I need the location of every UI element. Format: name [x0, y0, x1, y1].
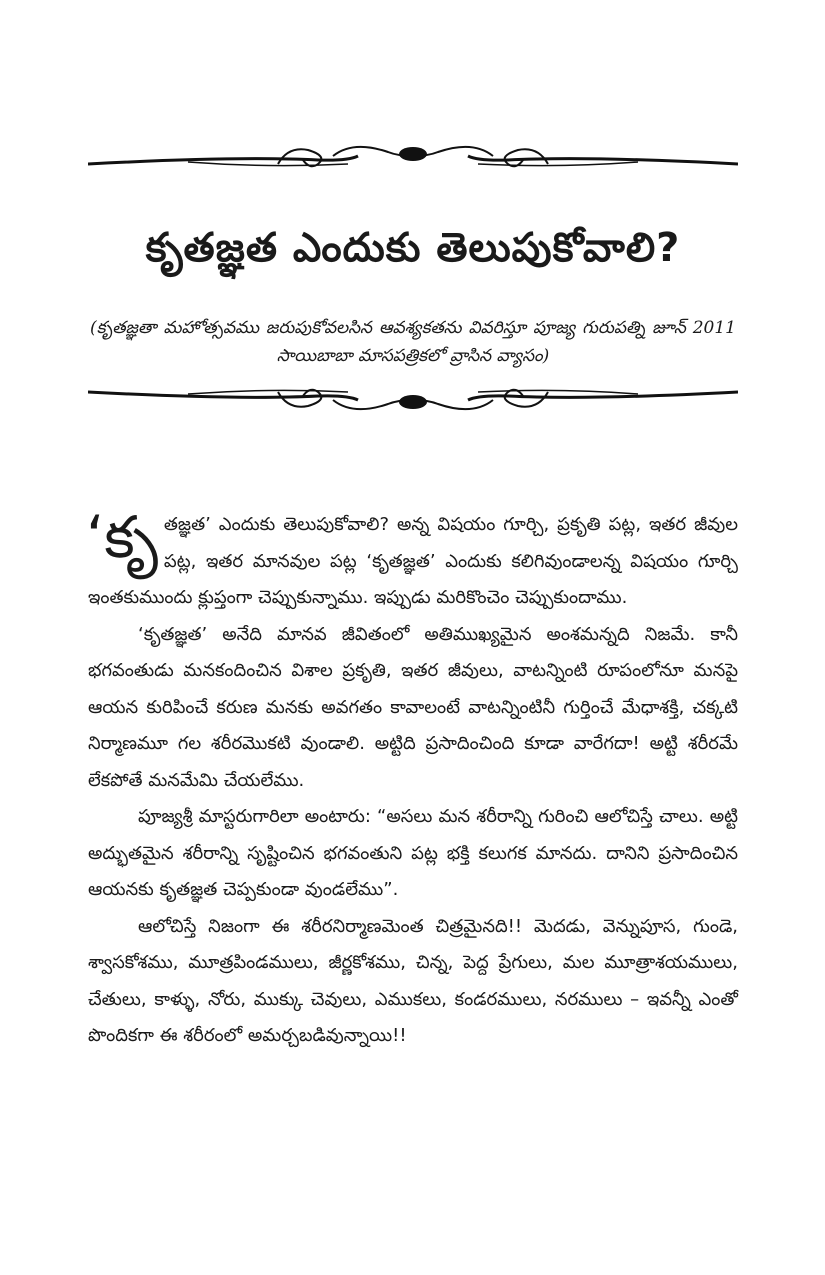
- article-title: కృతజ్ఞత ఎందుకు తెలుపుకోవాలి?: [145, 225, 681, 271]
- paragraph-4: ఆలోచిస్తే నిజంగా ఈ శరీరనిర్మాణమెంత చిత్రమైనది!! మెదడు, వెన్నుపూస, గుండె, శ్వాసకోశము, మూత్రపిండములు, జీర్ణకోశము, చిన్న, పెద్ద ప్రేగులు, మల మూత్రాశయములు, చేతులు, కాళ్ళు, నోరు, ముక్కు చెవులు, ఎముకలు, కండరములు, నరములు – ఇవన్నీ ఎంతో పొందికగా ఈ శరీరంలో అమర్చబడివున్నాయి!!: [88, 915, 738, 1046]
- article-body: [86, 503, 738, 1055]
- article-subtitle: (కృతజ్ఞతా మహోత్సవము జరుపుకోవలసిన ఆవశ్యకతను వివరిస్తూ పూజ్య గురుపత్ని జూన్ 2011 సాయిబాబా మాసపత్రికలో వ్రాసిన వ్యాసం): [90, 318, 736, 366]
- paragraph-1: [86, 503, 738, 617]
- paragraph-3: పూజ్యశ్రీ మాస్టరుగారిలా అంటారు: “అసలు మన శరీరాన్ని గురించి ఆలోచిస్తే చాలు. అట్టి అద్భుతమైన శరీరాన్ని సృష్టించిన భగవంతుని పట్ల భక్తి కలుగక మానదు. దానిని ప్రసాదించిన ఆయనకు కృతజ్ఞత చెప్పకుండా వుండలేము”.: [88, 806, 738, 900]
- ornament-divider-bottom: [88, 378, 738, 418]
- paragraph-2: ‘కృతజ్ఞత’ అనేది మానవ జీవితంలో అతిముఖ్యమైన అంశమన్నది నిజమే. కానీ భగవంతుడు మనకందించిన విశాల ప్రకృతి, ఇతర జీవులు, వాటన్నింటి రూపంలోనూ మనపై ఆయన కురిపించే కరుణ మనకు అవగతం కావాలంటే వాటన్నింటినీ గుర్తించే మేధాశక్తి, చక్కటి నిర్మాణమూ గల శరీరమొకటి వుండాలి. అట్టిది ప్రసాదించింది కూడా వారేగదా! అట్టి శరీరమే లేకపోతే మనమేమి చేయలేము.: [88, 623, 738, 791]
- ornament-divider-top: [88, 138, 738, 178]
- drop-cap: ‘కృ: [86, 503, 158, 571]
- paragraph-1-text: తజ్ఞత’ ఎందుకు తెలుపుకోవాలి? అన్న విషయం గూర్చి, ప్రకృతి పట్ల, ఇతర జీవుల పట్ల, ఇతర మానవుల పట్ల ‘కృతజ్ఞత’ ఎందుకు కలిగివుండాలన్న విషయం గూర్చి ఇంతకుముందు క్లుప్తంగా చెప్పుకున్నాము. ఇప్పుడు మరికొంచెం చెప్పుకుందాము.: [88, 514, 738, 608]
